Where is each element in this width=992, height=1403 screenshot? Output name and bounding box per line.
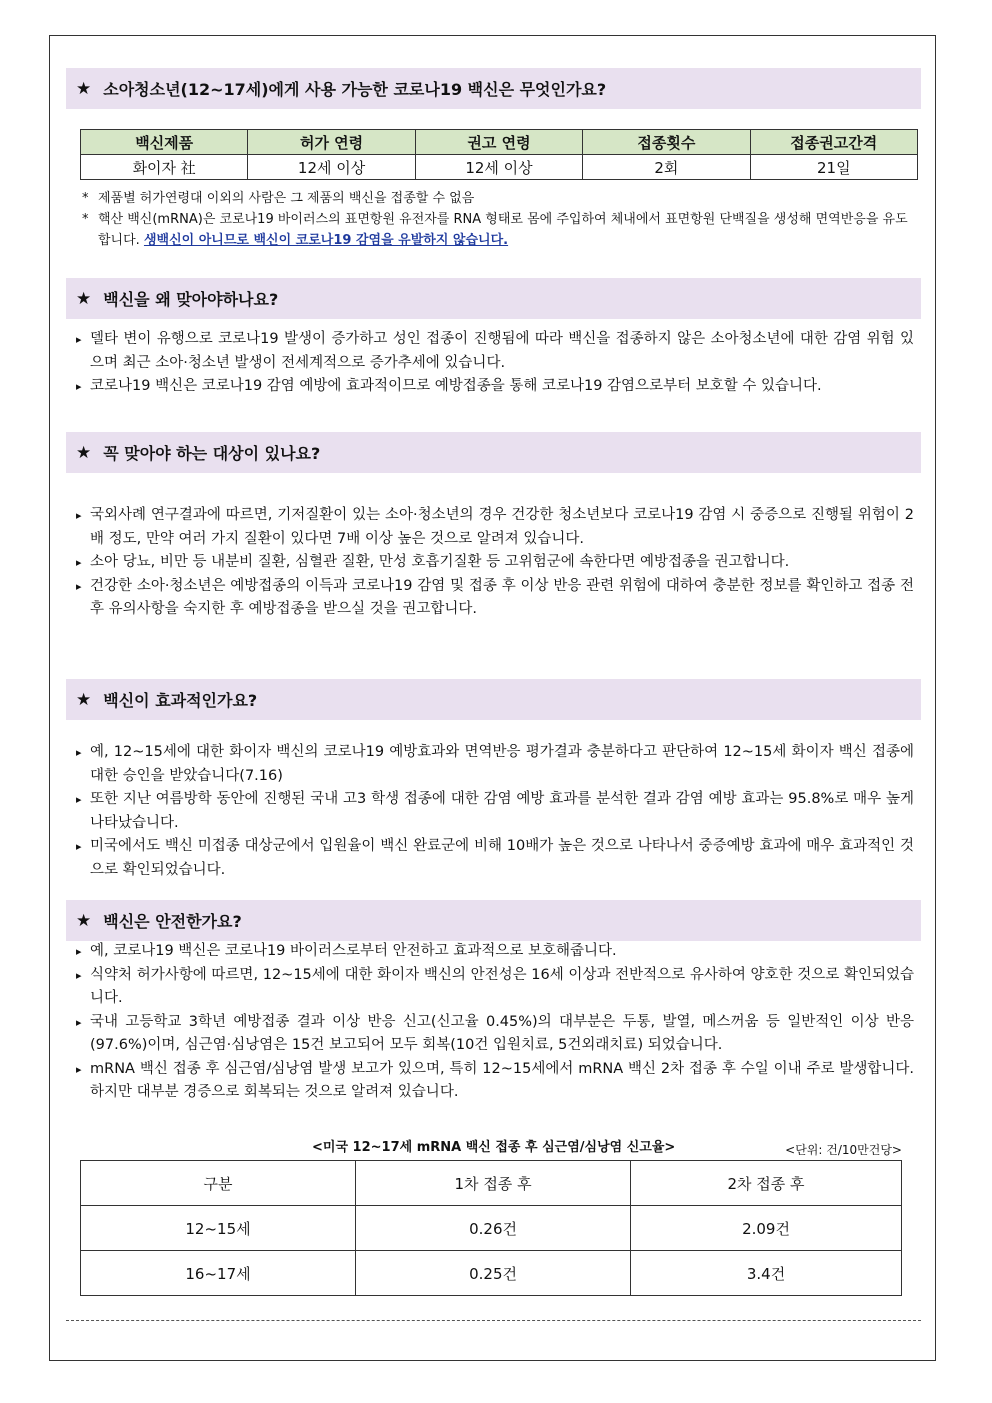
table-cell: 2회: [583, 155, 750, 180]
table-header-cell: 백신제품: [81, 130, 248, 155]
table-header-cell: 허가 연령: [248, 130, 415, 155]
table-cell: 0.25건: [356, 1251, 631, 1296]
section-title: 백신을 왜 맞아야하나요?: [103, 290, 279, 309]
list-item: ▸ 건강한 소아·청소년은 예방접종의 이득과 코로나19 감염 및 접종 후 이상 반응 관련 위험에 대하여 충분한 정보를 확인하고 접종 전후 유의사항을 숙지한 후 예방접종을 받으실 것을 권고합니다.: [76, 575, 914, 622]
vaccine-table: [80, 129, 918, 180]
table-header-cell: 권고 연령: [415, 130, 582, 155]
star-icon: ★: [76, 910, 92, 931]
table-row: [81, 1251, 902, 1296]
section-title: 백신은 안전한가요?: [103, 912, 242, 931]
list-item: ▸ 예, 12~15세에 대한 화이자 백신의 코로나19 예방효과와 면역반응 평가결과 충분하다고 판단하여 12~15세 화이자 백신 접종에 대한 승인을 받았습니다(7.16): [76, 741, 914, 788]
bullet-list: [76, 940, 914, 1105]
bottom-divider: [66, 1320, 921, 1321]
section-header-effectiveness: [66, 679, 921, 720]
table-cell: 2.09건: [631, 1206, 902, 1251]
bullet-list: [76, 504, 914, 622]
table-header-cell: 접종횟수: [583, 130, 750, 155]
list-item: ▸ 코로나19 백신은 코로나19 감염 예방에 효과적이므로 예방접종을 통해 코로나19 감염으로부터 보호할 수 있습니다.: [76, 375, 914, 399]
table-header-row: [81, 1161, 902, 1206]
list-item: ▸ 예, 코로나19 백신은 코로나19 바이러스로부터 안전하고 효과적으로 보호해줍니다.: [76, 940, 914, 964]
section-header-why-vaccinate: [66, 278, 921, 319]
table-unit: <단위: 건/10만건당>: [785, 1143, 902, 1157]
table-row: [81, 155, 918, 180]
star-icon: ★: [76, 442, 92, 463]
table-caption: <미국 12~17세 mRNA 백신 접종 후 심근염/심낭염 신고율>: [312, 1140, 676, 1155]
table-cell: 16~17세: [81, 1251, 356, 1296]
table-cell: 3.4건: [631, 1251, 902, 1296]
footnote: [82, 209, 912, 251]
table-header-cell: 구분: [81, 1161, 356, 1206]
asterisk: *: [82, 191, 89, 206]
table-row: [81, 1206, 902, 1251]
list-item: ▸ 소아 당뇨, 비만 등 내분비 질환, 심혈관 질환, 만성 호흡기질환 등 고위험군에 속한다면 예방접종을 권고합니다.: [76, 551, 914, 575]
footnote: [82, 188, 912, 209]
list-item: ▸ 또한 지난 여름방학 동안에 진행된 국내 고3 학생 접종에 대한 감염 예방 효과를 분석한 결과 감염 예방 효과는 95.8%로 매우 높게 나타났습니다.: [76, 788, 914, 835]
bullet-list: [76, 328, 914, 399]
footnotes: [82, 188, 912, 251]
list-item: ▸ 델타 변이 유행으로 코로나19 발생이 증가하고 성인 접종이 진행됨에 따라 백신을 접종하지 않은 소아청소년에 대한 감염 위험 있으며 최근 소아·청소년 발생이 전세계적으로 증가추세에 있습니다.: [76, 328, 914, 375]
myocarditis-table: [80, 1160, 902, 1296]
star-icon: ★: [76, 689, 92, 710]
list-item: ▸ 국외사례 연구결과에 따르면, 기저질환이 있는 소아·청소년의 경우 건강한 청소년보다 코로나19 감염 시 중증으로 진행될 위험이 2배 정도, 만약 여러 가지 질환이 있다면 7배 이상 높은 것으로 알려져 있습니다.: [76, 504, 914, 551]
asterisk: *: [82, 212, 89, 227]
table-cell: 12~15세: [81, 1206, 356, 1251]
list-item: ▸ 식약처 허가사항에 따르면, 12~15세에 대한 화이자 백신의 안전성은 16세 이상과 전반적으로 유사하여 양호한 것으로 확인되었습니다.: [76, 964, 914, 1011]
star-icon: ★: [76, 288, 92, 309]
table-cell: 0.26건: [356, 1206, 631, 1251]
table-cell: 21일: [750, 155, 917, 180]
table-header-cell: 접종권고간격: [750, 130, 917, 155]
bullet-list: [76, 741, 914, 882]
footnote-text: 제품별 허가연령대 이외의 사람은 그 제품의 백신을 접종할 수 없음: [98, 191, 475, 206]
table-cell: 12세 이상: [248, 155, 415, 180]
section-header-available-vaccine: [66, 68, 921, 109]
table-cell: 화이자 社: [81, 155, 248, 180]
footnote-highlight: 생백신이 아니므로 백신이 코로나19 감염을 유발하지 않습니다.: [143, 233, 509, 248]
table-header-row: [81, 130, 918, 155]
footnote-text: 핵산 백신(mRNA)은 코로나19 바이러스의 표면항원 유전자를 RNA 형태로 몸에 주입하여 체내에서 표면항원 단백질을 생성해 면역반응을 유도합니다.: [98, 212, 908, 248]
list-item: ▸ 미국에서도 백신 미접종 대상군에서 입원율이 백신 완료군에 비해 10배가 높은 것으로 나타나서 중증예방 효과에 매우 효과적인 것으로 확인되었습니다.: [76, 835, 914, 882]
section-title: 백신이 효과적인가요?: [103, 691, 258, 710]
list-item: ▸ mRNA 백신 접종 후 심근염/심낭염 발생 보고가 있으며, 특히 12~15세에서 mRNA 백신 2차 접종 후 수일 이내 주로 발생합니다. 하지만 대부분 경증으로 회복되는 것으로 알려져 있습니다.: [76, 1058, 914, 1105]
table-cell: 12세 이상: [415, 155, 582, 180]
table-header-cell: 1차 접종 후: [356, 1161, 631, 1206]
table-header-cell: 2차 접종 후: [631, 1161, 902, 1206]
section-title: 소아청소년(12~17세)에게 사용 가능한 코로나19 백신은 무엇인가요?: [103, 80, 607, 99]
section-header-target-group: [66, 432, 921, 473]
star-icon: ★: [76, 78, 92, 99]
list-item: ▸ 국내 고등학교 3학년 예방접종 결과 이상 반응 신고(신고율 0.45%)의 대부분은 두통, 발열, 메스꺼움 등 일반적인 이상 반응(97.6%)이며, 심근염·심낭염은 15건 보고되어 모두 회복(10건 입원치료, 5건외래치료) 되었습니다.: [76, 1011, 914, 1058]
section-title: 꼭 맞아야 하는 대상이 있나요?: [103, 444, 321, 463]
section-header-safety: [66, 900, 921, 941]
